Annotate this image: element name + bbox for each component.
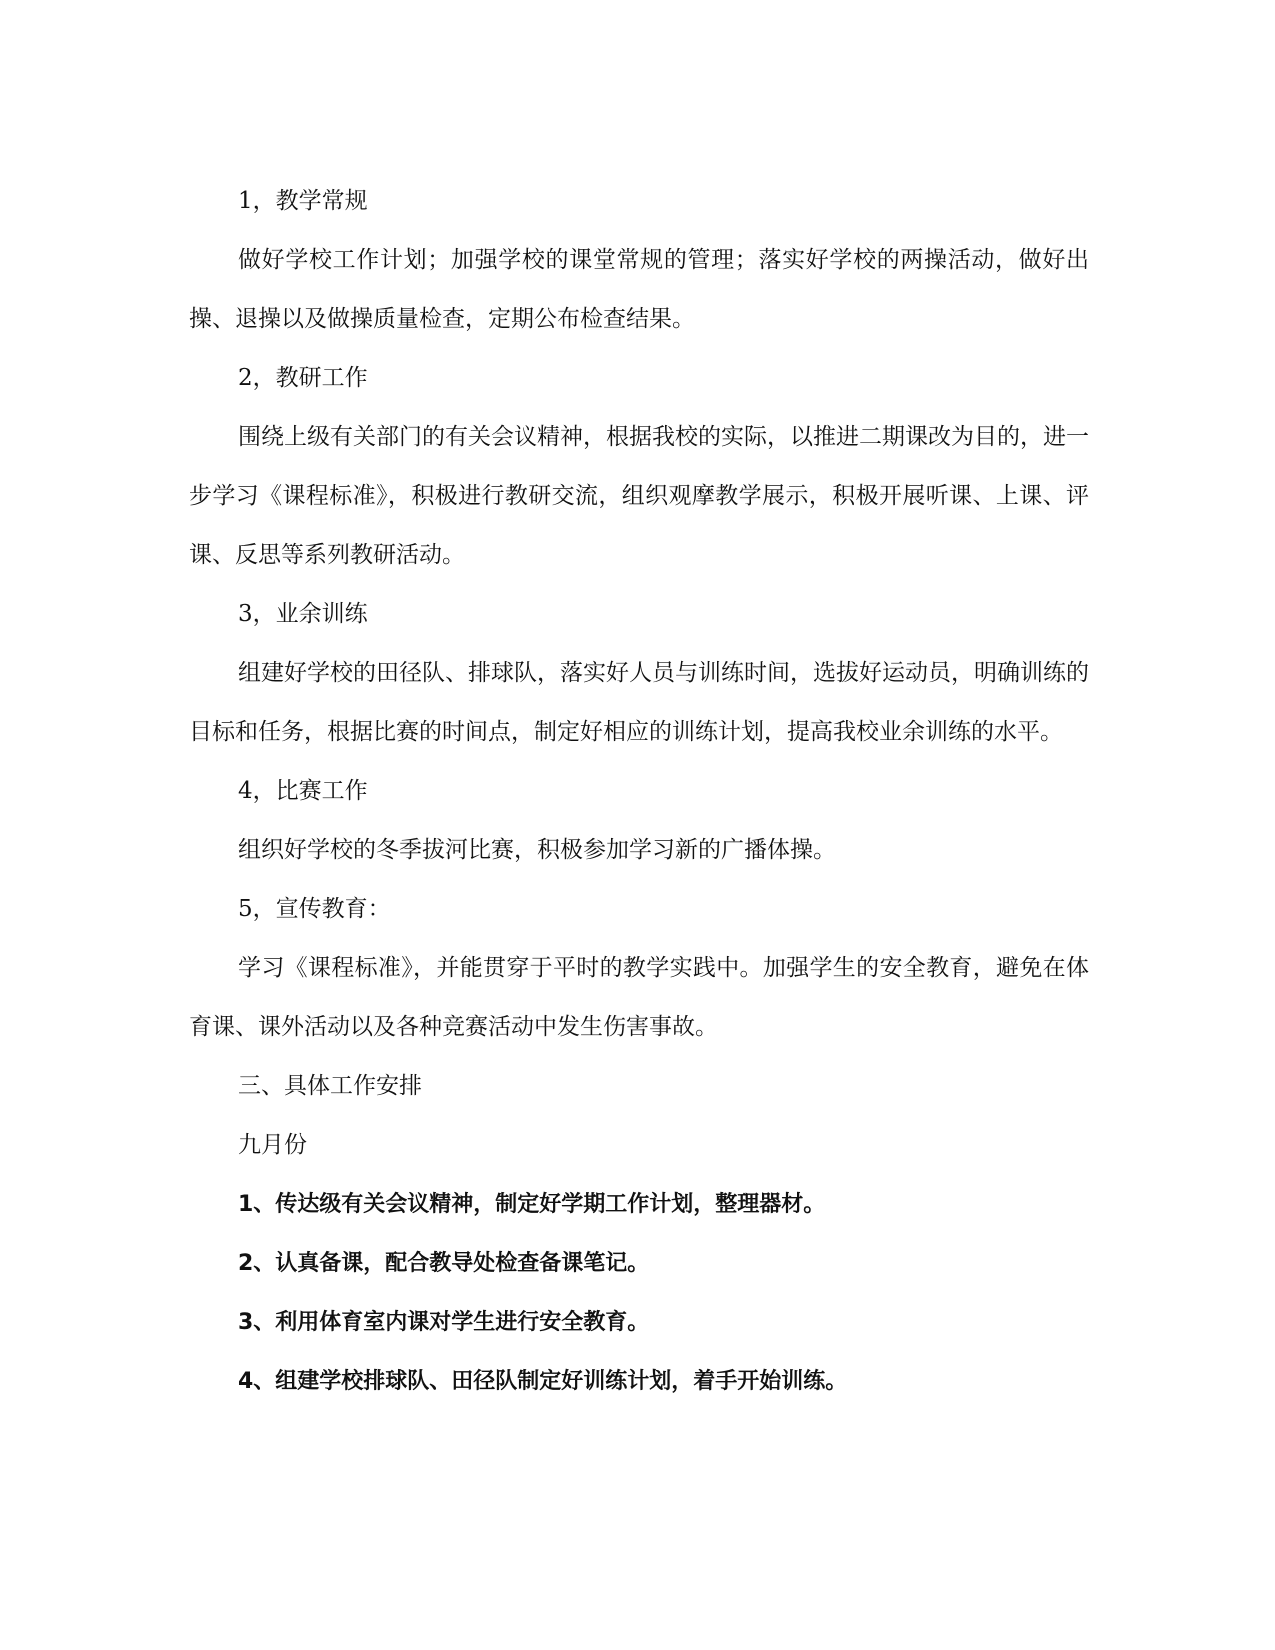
section-heading-competition: 4，比赛工作 — [238, 778, 368, 804]
schedule-heading: 三、具体工作安排 — [238, 1073, 422, 1099]
section-heading-publicity: 5，宣传教育： — [238, 896, 391, 922]
schedule-month: 九月份 — [238, 1132, 307, 1158]
schedule-item: 1、传达级有关会议精神，制定好学期工作计划，整理器材。 — [238, 1192, 826, 1217]
section-heading-amateur-training: 3，业余训练 — [238, 601, 368, 627]
schedule-item: 4、组建学校排球队、田径队制定好训练计划，着手开始训练。 — [238, 1369, 848, 1394]
schedule-item: 2、认真备课，配合教导处检查备课笔记。 — [238, 1251, 650, 1276]
section-body-teaching-routine: 做好学校工作计划；加强学校的课堂常规的管理；落实好学校的两操活动，做好出操、退操以及做操质量检查，定期公布检查结果。 — [189, 247, 1089, 332]
section-body-publicity: 学习《课程标准》，并能贯穿于平时的教学实践中。加强学生的安全教育，避免在体育课、课外活动以及各种竞赛活动中发生伤害事故。 — [189, 955, 1089, 1040]
section-heading-teaching-research: 2，教研工作 — [238, 365, 368, 391]
schedule-item: 3、利用体育室内课对学生进行安全教育。 — [238, 1310, 650, 1335]
section-body-competition: 组织好学校的冬季拔河比赛，积极参加学习新的广播体操。 — [238, 837, 836, 863]
section-body-amateur-training: 组建好学校的田径队、排球队，落实好人员与训练时间，选拔好运动员，明确训练的目标和任务，根据比赛的时间点，制定好相应的训练计划，提高我校业余训练的水平。 — [189, 660, 1089, 745]
document-page — [189, 172, 1089, 1411]
section-body-teaching-research: 围绕上级有关部门的有关会议精神，根据我校的实际，以推进二期课改为目的，进一步学习《课程标准》，积极进行教研交流，组织观摩教学展示，积极开展听课、上课、评课、反思等系列教研活动。 — [189, 424, 1089, 568]
section-heading-teaching-routine: 1，教学常规 — [238, 188, 368, 214]
